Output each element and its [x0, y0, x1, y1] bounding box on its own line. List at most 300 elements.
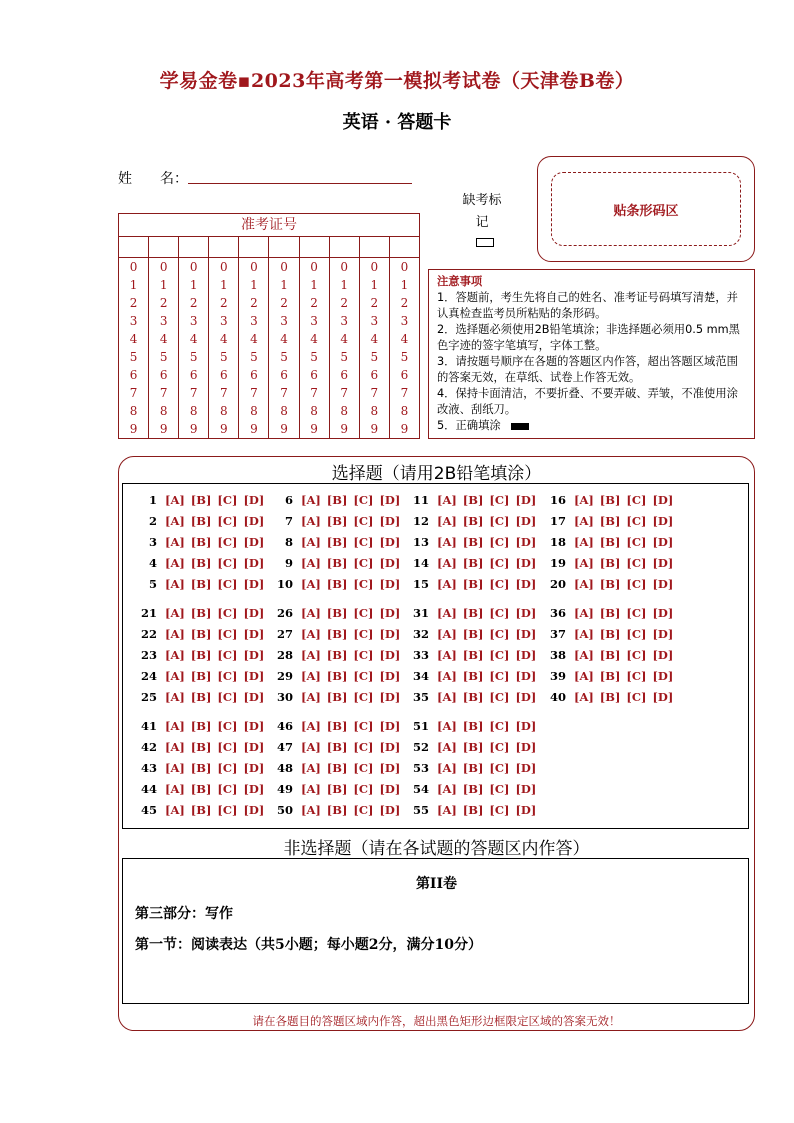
exam-id-digit-bubble[interactable]: 4 — [250, 332, 258, 346]
exam-id-digit-list — [269, 258, 298, 439]
exam-id-digit-bubble[interactable]: 4 — [310, 332, 318, 346]
exam-id-column — [300, 237, 330, 439]
answer-options[interactable]: [A] [B] [C] [D] — [437, 648, 537, 662]
question-38[interactable] — [544, 648, 673, 662]
answer-options[interactable]: [A] [B] [C] [D] — [301, 690, 401, 704]
exam-id-digit-bubble[interactable]: 4 — [129, 332, 138, 346]
part-heading: 第三部分：写作 — [135, 906, 233, 922]
exam-id-digit-bubble[interactable]: 8 — [220, 404, 228, 418]
question-number: 20 — [549, 577, 566, 591]
answer-options[interactable]: [A] [B] [C] [D] — [574, 606, 674, 620]
answer-options[interactable]: [A] [B] [C] [D] — [165, 627, 265, 641]
question-number: 17 — [549, 514, 566, 528]
exam-id-digit-bubble[interactable]: 5 — [220, 350, 228, 364]
question-number: 31 — [412, 606, 429, 620]
question-number: 23 — [140, 648, 157, 662]
exam-id-digit-bubble[interactable]: 8 — [370, 404, 379, 418]
exam-id-digit-bubble[interactable]: 2 — [340, 296, 349, 310]
question-number: 7 — [284, 514, 293, 528]
answer-options[interactable]: [A] [B] [C] [D] — [437, 577, 537, 591]
answer-options[interactable]: [A] [B] [C] [D] — [165, 782, 265, 796]
exam-id-digit-bubble[interactable]: 2 — [400, 296, 409, 310]
exam-id-digit-bubble[interactable]: 3 — [129, 314, 138, 328]
answer-options[interactable]: [A] [B] [C] [D] — [437, 803, 537, 817]
exam-id-label: 准考证号 — [119, 214, 419, 237]
absent-mark-box[interactable] — [476, 238, 494, 247]
exam-id-digit-bubble[interactable]: 0 — [129, 260, 138, 274]
exam-id-digit-bubble[interactable]: 7 — [370, 386, 379, 400]
card-subtitle: 英语 · 答题卡 — [342, 112, 452, 133]
exam-id-digit-bubble[interactable]: 8 — [159, 404, 168, 418]
exam-id-digit-bubble[interactable]: 8 — [189, 404, 198, 418]
answer-options[interactable]: [A] [B] [C] [D] — [437, 740, 537, 754]
question-number: 26 — [276, 606, 293, 620]
answer-options[interactable]: [A] [B] [C] [D] — [301, 627, 401, 641]
exam-id-write-cell[interactable] — [179, 237, 208, 258]
answer-options[interactable]: [A] [B] [C] [D] — [301, 740, 401, 754]
exam-id-column — [269, 237, 299, 439]
question-14[interactable] — [407, 556, 536, 570]
question-8[interactable] — [271, 535, 400, 549]
answer-options[interactable]: [A] [B] [C] [D] — [301, 493, 401, 507]
exam-id-digit-list — [209, 258, 238, 439]
question-number: 45 — [140, 803, 157, 817]
exam-id-write-cell[interactable] — [149, 237, 178, 258]
answer-options[interactable]: [A] [B] [C] [D] — [437, 669, 537, 683]
question-number: 9 — [284, 556, 293, 570]
exam-id-digit-bubble[interactable]: 0 — [340, 260, 349, 274]
question-3[interactable] — [135, 535, 264, 549]
question-9[interactable] — [271, 556, 400, 570]
exam-id-digit-bubble[interactable]: 3 — [310, 314, 318, 328]
exam-id-digit-bubble[interactable]: 8 — [280, 404, 288, 418]
question-53[interactable] — [407, 761, 536, 775]
answer-options[interactable]: [A] [B] [C] [D] — [437, 514, 537, 528]
exam-id-column — [179, 237, 209, 439]
question-number: 25 — [140, 690, 157, 704]
question-number: 42 — [140, 740, 157, 754]
question-number: 40 — [549, 690, 566, 704]
name-field[interactable] — [188, 183, 412, 184]
question-41[interactable] — [135, 719, 264, 733]
question-number: 21 — [140, 606, 157, 620]
question-2[interactable] — [135, 514, 264, 528]
answer-options[interactable]: [A] [B] [C] [D] — [301, 803, 401, 817]
exam-id-digit-bubble[interactable]: 5 — [370, 350, 379, 364]
answer-options[interactable]: [A] [B] [C] [D] — [574, 514, 674, 528]
exam-id-digit-bubble[interactable]: 4 — [189, 332, 198, 346]
exam-id-digit-bubble[interactable]: 9 — [280, 422, 288, 436]
question-6[interactable] — [271, 493, 400, 507]
exam-id-digit-bubble[interactable]: 0 — [400, 260, 409, 274]
exam-id-digit-bubble[interactable]: 2 — [280, 296, 288, 310]
footer-warning: 请在各题目的答题区域内作答，超出黑色矩形边框限定区域的答案无效！ — [252, 1014, 621, 1028]
answer-options[interactable]: [A] [B] [C] [D] — [301, 535, 401, 549]
exam-id-digit-bubble[interactable]: 9 — [310, 422, 318, 436]
question-number: 1 — [148, 493, 157, 507]
question-29[interactable] — [271, 669, 400, 683]
exam-id-digit-bubble[interactable]: 7 — [220, 386, 228, 400]
exam-id-digit-bubble[interactable]: 9 — [250, 422, 258, 436]
answer-options[interactable]: [A] [B] [C] [D] — [165, 803, 265, 817]
exam-id-digit-bubble[interactable]: 8 — [340, 404, 349, 418]
exam-id-digit-bubble[interactable]: 3 — [370, 314, 379, 328]
question-42[interactable] — [135, 740, 264, 754]
question-32[interactable] — [407, 627, 536, 641]
notes-item: 2．选择题必须使用2B铅笔填涂；非选择题必须用0.5 mm黑色字迹的签字笔填写，字体工整。 — [437, 323, 740, 352]
exam-id-digit-bubble[interactable]: 8 — [310, 404, 318, 418]
question-48[interactable] — [271, 761, 400, 775]
exam-id-digit-bubble[interactable]: 6 — [220, 368, 228, 382]
exam-id-digit-bubble[interactable]: 3 — [250, 314, 258, 328]
exam-id-write-cell[interactable] — [269, 237, 298, 258]
question-35[interactable] — [407, 690, 536, 704]
question-43[interactable] — [135, 761, 264, 775]
exam-id-grid — [118, 213, 420, 439]
exam-id-digit-bubble[interactable]: 7 — [310, 386, 318, 400]
exam-id-digit-bubble[interactable]: 0 — [189, 260, 198, 274]
question-21[interactable] — [135, 606, 264, 620]
exam-id-digit-bubble[interactable]: 9 — [220, 422, 228, 436]
exam-id-digit-bubble[interactable]: 1 — [159, 278, 168, 292]
answer-options[interactable]: [A] [B] [C] [D] — [574, 690, 674, 704]
exam-id-digit-list — [149, 258, 178, 439]
exam-id-digit-bubble[interactable]: 6 — [310, 368, 318, 382]
answer-options[interactable]: [A] [B] [C] [D] — [301, 556, 401, 570]
exam-id-digit-bubble[interactable]: 4 — [340, 332, 349, 346]
exam-id-digit-list — [179, 258, 208, 439]
exam-id-digit-bubble[interactable]: 2 — [159, 296, 168, 310]
exam-id-digit-bubble[interactable]: 2 — [370, 296, 379, 310]
answer-options[interactable]: [A] [B] [C] [D] — [574, 627, 674, 641]
exam-id-digit-bubble[interactable]: 9 — [159, 422, 168, 436]
exam-id-digit-bubble[interactable]: 0 — [159, 260, 168, 274]
question-55[interactable] — [407, 803, 536, 817]
exam-id-digit-bubble[interactable]: 6 — [400, 368, 409, 382]
answer-options[interactable]: [A] [B] [C] [D] — [301, 669, 401, 683]
exam-id-digit-bubble[interactable]: 5 — [310, 350, 318, 364]
question-number: 10 — [276, 577, 293, 591]
question-33[interactable] — [407, 648, 536, 662]
exam-id-digit-list — [239, 258, 268, 439]
question-1[interactable] — [135, 493, 264, 507]
exam-id-column — [239, 237, 269, 439]
question-number: 46 — [276, 719, 293, 733]
answer-options[interactable]: [A] [B] [C] [D] — [165, 761, 265, 775]
question-47[interactable] — [271, 740, 400, 754]
multiple-choice-box — [122, 483, 749, 829]
question-7[interactable] — [271, 514, 400, 528]
question-18[interactable] — [544, 535, 673, 549]
notes-item: 1．答题前，考生先将自己的姓名、准考证号码填写清楚，并认真检查监考员所粘贴的条形码。 — [437, 291, 738, 320]
question-52[interactable] — [407, 740, 536, 754]
question-number: 32 — [412, 627, 429, 641]
filled-mark-icon — [511, 423, 529, 430]
question-number: 11 — [412, 493, 429, 507]
question-number: 47 — [276, 740, 293, 754]
exam-id-column — [390, 237, 419, 439]
question-31[interactable] — [407, 606, 536, 620]
answer-options[interactable]: [A] [B] [C] [D] — [165, 669, 265, 683]
question-17[interactable] — [544, 514, 673, 528]
question-40[interactable] — [544, 690, 673, 704]
exam-id-digit-bubble[interactable]: 2 — [189, 296, 198, 310]
exam-id-digit-bubble[interactable]: 6 — [189, 368, 198, 382]
exam-id-write-cell[interactable] — [390, 237, 419, 258]
question-number: 35 — [412, 690, 429, 704]
answer-options[interactable]: [A] [B] [C] [D] — [574, 556, 674, 570]
exam-id-digit-bubble[interactable]: 7 — [189, 386, 198, 400]
exam-id-digit-bubble[interactable]: 2 — [250, 296, 258, 310]
question-54[interactable] — [407, 782, 536, 796]
question-number: 33 — [412, 648, 429, 662]
answer-options[interactable]: [A] [B] [C] [D] — [165, 690, 265, 704]
answer-options[interactable]: [A] [B] [C] [D] — [165, 514, 265, 528]
exam-id-digit-bubble[interactable]: 2 — [310, 296, 318, 310]
exam-id-digit-list — [360, 258, 389, 439]
exam-id-digit-bubble[interactable]: 7 — [159, 386, 168, 400]
question-number: 22 — [140, 627, 157, 641]
answer-options[interactable]: [A] [B] [C] [D] — [165, 535, 265, 549]
exam-id-digit-bubble[interactable]: 1 — [310, 278, 318, 292]
question-4[interactable] — [135, 556, 264, 570]
answer-options[interactable]: [A] [B] [C] [D] — [165, 577, 265, 591]
answer-options[interactable]: [A] [B] [C] [D] — [165, 719, 265, 733]
exam-id-digit-bubble[interactable]: 1 — [129, 278, 138, 292]
exam-id-write-cell[interactable] — [330, 237, 359, 258]
exam-id-digit-bubble[interactable]: 5 — [340, 350, 349, 364]
answer-options[interactable]: [A] [B] [C] [D] — [437, 556, 537, 570]
answer-options[interactable]: [A] [B] [C] [D] — [301, 719, 401, 733]
exam-id-digit-bubble[interactable]: 6 — [370, 368, 379, 382]
exam-id-digit-bubble[interactable]: 1 — [220, 278, 228, 292]
answer-options[interactable]: [A] [B] [C] [D] — [437, 690, 537, 704]
question-26[interactable] — [271, 606, 400, 620]
exam-id-digit-bubble[interactable]: 6 — [340, 368, 349, 382]
exam-id-digit-bubble[interactable]: 5 — [250, 350, 258, 364]
exam-id-column — [209, 237, 239, 439]
exam-id-digit-bubble[interactable]: 7 — [280, 386, 288, 400]
exam-id-digit-bubble[interactable]: 0 — [250, 260, 258, 274]
exam-id-digit-bubble[interactable]: 3 — [189, 314, 198, 328]
answer-options[interactable]: [A] [B] [C] [D] — [165, 740, 265, 754]
exam-id-write-cell[interactable] — [119, 237, 148, 258]
question-number: 49 — [276, 782, 293, 796]
question-number: 8 — [284, 535, 293, 549]
question-number: 3 — [148, 535, 157, 549]
exam-id-digit-bubble[interactable]: 5 — [189, 350, 198, 364]
exam-id-digit-bubble[interactable]: 5 — [280, 350, 288, 364]
exam-id-digit-bubble[interactable]: 0 — [310, 260, 318, 274]
exam-id-write-cell[interactable] — [239, 237, 268, 258]
answer-options[interactable]: [A] [B] [C] [D] — [437, 719, 537, 733]
question-number: 5 — [148, 577, 157, 591]
question-36[interactable] — [544, 606, 673, 620]
notes-item: 5．正确填涂 — [437, 419, 501, 432]
exam-id-digit-bubble[interactable]: 2 — [220, 296, 228, 310]
exam-id-digit-bubble[interactable]: 5 — [129, 350, 138, 364]
question-number: 53 — [412, 761, 429, 775]
exam-id-digit-bubble[interactable]: 7 — [250, 386, 258, 400]
exam-id-digit-bubble[interactable]: 2 — [129, 296, 138, 310]
exam-id-digit-bubble[interactable]: 6 — [250, 368, 258, 382]
volume-heading: 第II卷 — [415, 876, 458, 892]
question-number: 24 — [140, 669, 157, 683]
question-51[interactable] — [407, 719, 536, 733]
exam-id-write-cell[interactable] — [300, 237, 329, 258]
answer-options[interactable]: [A] [B] [C] [D] — [301, 577, 401, 591]
exam-id-write-cell[interactable] — [209, 237, 238, 258]
question-46[interactable] — [271, 719, 400, 733]
answer-options[interactable]: [A] [B] [C] [D] — [437, 761, 537, 775]
question-44[interactable] — [135, 782, 264, 796]
exam-id-digit-list — [390, 258, 419, 439]
question-number: 51 — [412, 719, 429, 733]
question-number: 30 — [276, 690, 293, 704]
exam-id-digit-bubble[interactable]: 4 — [370, 332, 379, 346]
question-number: 19 — [549, 556, 566, 570]
question-25[interactable] — [135, 690, 264, 704]
question-15[interactable] — [407, 577, 536, 591]
exam-id-digit-bubble[interactable]: 9 — [400, 422, 409, 436]
answer-options[interactable]: [A] [B] [C] [D] — [437, 606, 537, 620]
exam-id-digit-bubble[interactable]: 9 — [370, 422, 379, 436]
answer-options[interactable]: [A] [B] [C] [D] — [574, 535, 674, 549]
answer-options[interactable]: [A] [B] [C] [D] — [165, 493, 265, 507]
exam-id-digit-bubble[interactable]: 7 — [400, 386, 409, 400]
notes-box — [428, 269, 755, 439]
exam-id-digit-bubble[interactable]: 1 — [280, 278, 288, 292]
exam-id-digit-bubble[interactable]: 3 — [159, 314, 168, 328]
question-number: 13 — [412, 535, 429, 549]
absent-mark-label: 缺考标记 — [462, 193, 502, 230]
answer-options[interactable]: [A] [B] [C] [D] — [165, 606, 265, 620]
exam-id-digit-bubble[interactable]: 0 — [220, 260, 228, 274]
answer-options[interactable]: [A] [B] [C] [D] — [301, 606, 401, 620]
question-39[interactable] — [544, 669, 673, 683]
question-50[interactable] — [271, 803, 400, 817]
answer-options[interactable]: [A] [B] [C] [D] — [437, 493, 537, 507]
question-number: 36 — [549, 606, 566, 620]
answer-options[interactable]: [A] [B] [C] [D] — [165, 556, 265, 570]
question-13[interactable] — [407, 535, 536, 549]
exam-id-digit-bubble[interactable]: 4 — [280, 332, 288, 346]
question-10[interactable] — [271, 577, 400, 591]
exam-id-digit-bubble[interactable]: 5 — [159, 350, 168, 364]
answer-options[interactable]: [A] [B] [C] [D] — [437, 782, 537, 796]
question-22[interactable] — [135, 627, 264, 641]
question-23[interactable] — [135, 648, 264, 662]
exam-id-write-cell[interactable] — [360, 237, 389, 258]
question-37[interactable] — [544, 627, 673, 641]
exam-id-digit-bubble[interactable]: 1 — [400, 278, 409, 292]
question-number: 16 — [549, 493, 566, 507]
question-45[interactable] — [135, 803, 264, 817]
exam-id-digit-bubble[interactable]: 3 — [280, 314, 288, 328]
exam-id-digit-bubble[interactable]: 6 — [129, 368, 138, 382]
answer-options[interactable]: [A] [B] [C] [D] — [301, 782, 401, 796]
question-number: 37 — [549, 627, 566, 641]
exam-id-digit-bubble[interactable]: 9 — [129, 422, 138, 436]
answer-options[interactable]: [A] [B] [C] [D] — [165, 648, 265, 662]
question-number: 52 — [412, 740, 429, 754]
exam-id-digit-bubble[interactable]: 1 — [250, 278, 258, 292]
exam-id-digit-bubble[interactable]: 9 — [340, 422, 349, 436]
exam-id-digit-bubble[interactable]: 3 — [340, 314, 349, 328]
exam-id-digit-bubble[interactable]: 5 — [400, 350, 409, 364]
question-number: 41 — [140, 719, 157, 733]
exam-id-columns — [119, 237, 419, 439]
question-12[interactable] — [407, 514, 536, 528]
exam-id-digit-bubble[interactable]: 0 — [280, 260, 288, 274]
answer-options[interactable]: [A] [B] [C] [D] — [437, 627, 537, 641]
answer-options[interactable]: [A] [B] [C] [D] — [574, 648, 674, 662]
exam-id-digit-bubble[interactable]: 6 — [280, 368, 288, 382]
answer-options[interactable]: [A] [B] [C] [D] — [574, 493, 674, 507]
barcode-label: 贴条形码区 — [551, 172, 741, 246]
exam-id-digit-bubble[interactable]: 1 — [340, 278, 349, 292]
exam-id-digit-bubble[interactable]: 6 — [159, 368, 168, 382]
multiple-choice-title: 选择题（请用2B铅笔填涂） — [331, 464, 542, 484]
question-30[interactable] — [271, 690, 400, 704]
question-19[interactable] — [544, 556, 673, 570]
question-24[interactable] — [135, 669, 264, 683]
answer-options[interactable]: [A] [B] [C] [D] — [574, 669, 674, 683]
question-number: 48 — [276, 761, 293, 775]
exam-id-digit-bubble[interactable]: 1 — [189, 278, 198, 292]
exam-id-column — [330, 237, 360, 439]
exam-id-digit-bubble[interactable]: 4 — [159, 332, 168, 346]
exam-id-digit-bubble[interactable]: 0 — [370, 260, 379, 274]
exam-id-digit-bubble[interactable]: 3 — [220, 314, 228, 328]
question-number: 50 — [276, 803, 293, 817]
exam-id-digit-bubble[interactable]: 4 — [400, 332, 409, 346]
answer-options[interactable]: [A] [B] [C] [D] — [437, 535, 537, 549]
answer-options[interactable]: [A] [B] [C] [D] — [301, 514, 401, 528]
answer-options[interactable]: [A] [B] [C] [D] — [301, 761, 401, 775]
question-number: 39 — [549, 669, 566, 683]
exam-id-digit-bubble[interactable]: 8 — [129, 404, 138, 418]
exam-id-digit-bubble[interactable]: 9 — [189, 422, 198, 436]
question-27[interactable] — [271, 627, 400, 641]
exam-id-digit-bubble[interactable]: 7 — [129, 386, 138, 400]
question-number: 34 — [412, 669, 429, 683]
question-number: 38 — [549, 648, 566, 662]
exam-id-digit-bubble[interactable]: 3 — [400, 314, 409, 328]
answer-options[interactable]: [A] [B] [C] [D] — [301, 648, 401, 662]
card-title: 学易金卷▪2023年高考第一模拟考试卷（天津卷B卷） — [159, 70, 635, 92]
question-49[interactable] — [271, 782, 400, 796]
open-answer-box[interactable] — [122, 858, 749, 1004]
question-number: 55 — [412, 803, 429, 817]
question-28[interactable] — [271, 648, 400, 662]
exam-id-digit-bubble[interactable]: 4 — [220, 332, 228, 346]
question-34[interactable] — [407, 669, 536, 683]
exam-id-digit-list — [119, 258, 148, 439]
exam-id-digit-bubble[interactable]: 7 — [340, 386, 349, 400]
question-11[interactable] — [407, 493, 536, 507]
exam-id-digit-bubble[interactable]: 8 — [250, 404, 258, 418]
exam-id-digit-bubble[interactable]: 8 — [400, 404, 409, 418]
answer-options[interactable]: [A] [B] [C] [D] — [574, 577, 674, 591]
exam-id-digit-bubble[interactable]: 1 — [370, 278, 379, 292]
question-number: 54 — [412, 782, 429, 796]
question-number: 4 — [148, 556, 157, 570]
question-number: 14 — [412, 556, 429, 570]
question-16[interactable] — [544, 493, 673, 507]
question-5[interactable] — [135, 577, 264, 591]
question-20[interactable] — [544, 577, 673, 591]
